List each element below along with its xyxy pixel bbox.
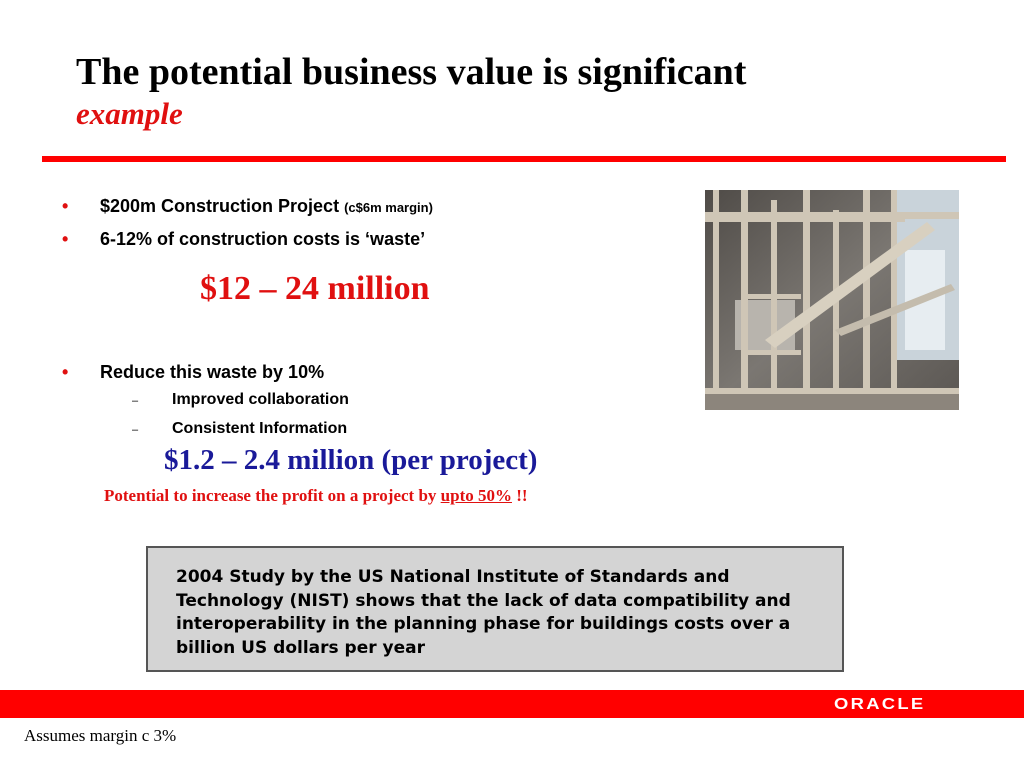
profit-potential-underlined: upto 50% [440,486,512,505]
subbullet-marker: – [132,395,139,407]
bullet-small-text: (c$6m margin) [344,200,433,215]
oracle-logo: ORACLE [834,696,926,713]
profit-potential-text: Potential to increase the profit on a project by [104,486,437,505]
profit-potential-line [104,486,528,506]
slide-subtitle: example [76,96,183,131]
bullet-construction-project [62,196,433,217]
bullet-reduce-waste [62,362,324,383]
bullet-marker: • [62,229,69,249]
bullet-marker: • [62,196,69,216]
per-project-value-blue: $1.2 – 2.4 million (per project) [164,444,538,476]
bullet-text: 6-12% of construction costs is ‘waste’ [100,229,426,249]
bullet-waste [62,229,425,250]
construction-framing-photo [705,190,959,410]
framing-photo-illustration [705,190,959,410]
nist-study-callout [146,546,844,672]
nist-study-text: 2004 Study by the US National Institute of Standards and Technology (NIST) shows that the lack of data compatibility and interoperability in the planning phase for buildings costs over a billion US dollars per year [176,567,791,658]
subbullet-collaboration [132,391,349,409]
footnote: Assumes margin c 3% [24,726,177,745]
subbullet-consistent-info [132,420,347,438]
profit-potential-exclaim: !! [516,486,528,505]
bullet-marker: • [62,362,69,382]
bullet-text: Reduce this waste by 10% [100,362,325,382]
waste-value-red: $12 – 24 million [200,270,430,307]
bullet-text: $200m Construction Project [100,196,340,216]
subbullet-text: Consistent Information [172,420,348,437]
subbullet-text: Improved collaboration [172,391,349,408]
slide-title: The potential business value is significant [76,51,747,93]
subbullet-marker: – [132,424,139,436]
title-divider [42,156,1006,162]
